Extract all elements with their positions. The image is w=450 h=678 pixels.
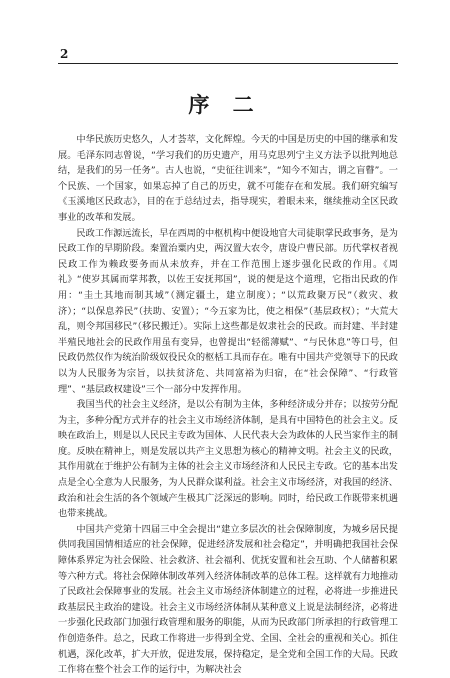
paragraph-4: 中国共产党第十四届三中全会提出“建立多层次的社会保障制度，为城乡居民提供同我国国情相适应的社会保障，促进经济发展和社会稳定”，并明确把我国社会保障体系界定为社会保险、社会救济、社会福利、优抚安置和社会互助、个人储蓄积累等六种方式。将社会保障体制改革列入经济体制改革的总体工程。这样就有力地推动了民政社会保障事业的发展。社会主义市场经济体制建立的过程，必将进一步推进民政基层民主政治的建设。社会主义市场经济体制从某种意义上说是法制经济，必将进一步强化民政部门加强行政管理和服务的职能，从而为民政部门所承担的行政管理工作创造条件。总之，民政工作将进一步得到全党、全国、全社会的重视和关心。抓住机遇，深化改革，扩大开放，促进发展，保持稳定，是全党和全国工作的大局。民政工作将在整个社会工作的运行中，为解决社会 <box>58 523 398 676</box>
body-text <box>58 132 398 678</box>
page-number: 2 <box>60 47 69 61</box>
paragraph-2: 民政工作源远流长，早在西周的中枢机构中便设地官大司徒职掌民政事务，是为民政工作的早期阶段。秦置治粟内史，两汉置大农令，唐设户曹民部。历代掌权者视民政工作为赖政要务而从未放弃，并在工作范围上逐步强化民政的作用。《周礼》“使岁其属而掌邦教，以佐王安抚邦国”，说的便是这个道理，它指出民政的作用：“圭土其地而制其域”（测定疆土，建立制度）；“以荒政聚万民”（救灾、救济）；“以保息养民”（扶助、安置）；“今五家为比，使之相保”（基层政权）；“大荒大乱，则令邦国移民”（移民搬迁）。实际上这些都是奴隶社会的民政。而封建、半封建半殖民地社会的民政作用虽有变异，也曾提出“轻徭薄赋”、“与民休息”等口号，但民政仍然仅作为统治阶级奴役民众的枢栝工具而存在。唯有中国共产党领导下的民政以为人民服务为宗旨，以扶贫济危、共同富裕为归宿，在“社会保障”、“行政管理”、“基层政权建设”三个一部分中发挥作用。 <box>58 227 398 395</box>
page-title: 序 二 <box>188 93 262 117</box>
header-rule <box>58 63 398 64</box>
paragraph-3: 我国当代的社会主义经济，是以公有制为主体，多种经济成分并存；以按劳分配为主，多种分配方式并存的社会主义市场经济体制，是具有中国特色的社会主义。反映在政治上，则是以人民民主专政为国体、人民代表大会为政体的人民当家作主的制度。反映在精神上，则是发展以共产主义思想为核心的精神文明。社会主义的民政，其作用就在于维护公有制为主体的社会主义市场经济和人民民主专政。它的基本出发点是全心全意为人民服务，为人民群众谋利益。社会主义市场经济，对我国的经济、政治和社会生活的各个领域产生极其广泛深远的影响。同时，给民政工作既带来机遇也带来挑战。 <box>58 399 398 520</box>
paragraph-1: 中华民族历史悠久，人才荟萃，文化辉煌。今天的中国是历史的中国的继承和发展。毛泽东同志曾说，“学习我们的历史遗产，用马克思列宁主义方法予以批判地总结，是我们的另一任务”。古人也说，“史征往训来”，“知今不知古，谓之盲瞽”。一个民族、一个国家，如果忘掉了自己的历史，就不可能存在和发展。我们研究编写《玉溪地区民政志》，目的在于总结过去，指导现实，着眼未来，继续推动全区民政事业的改革和发展。 <box>58 134 398 223</box>
